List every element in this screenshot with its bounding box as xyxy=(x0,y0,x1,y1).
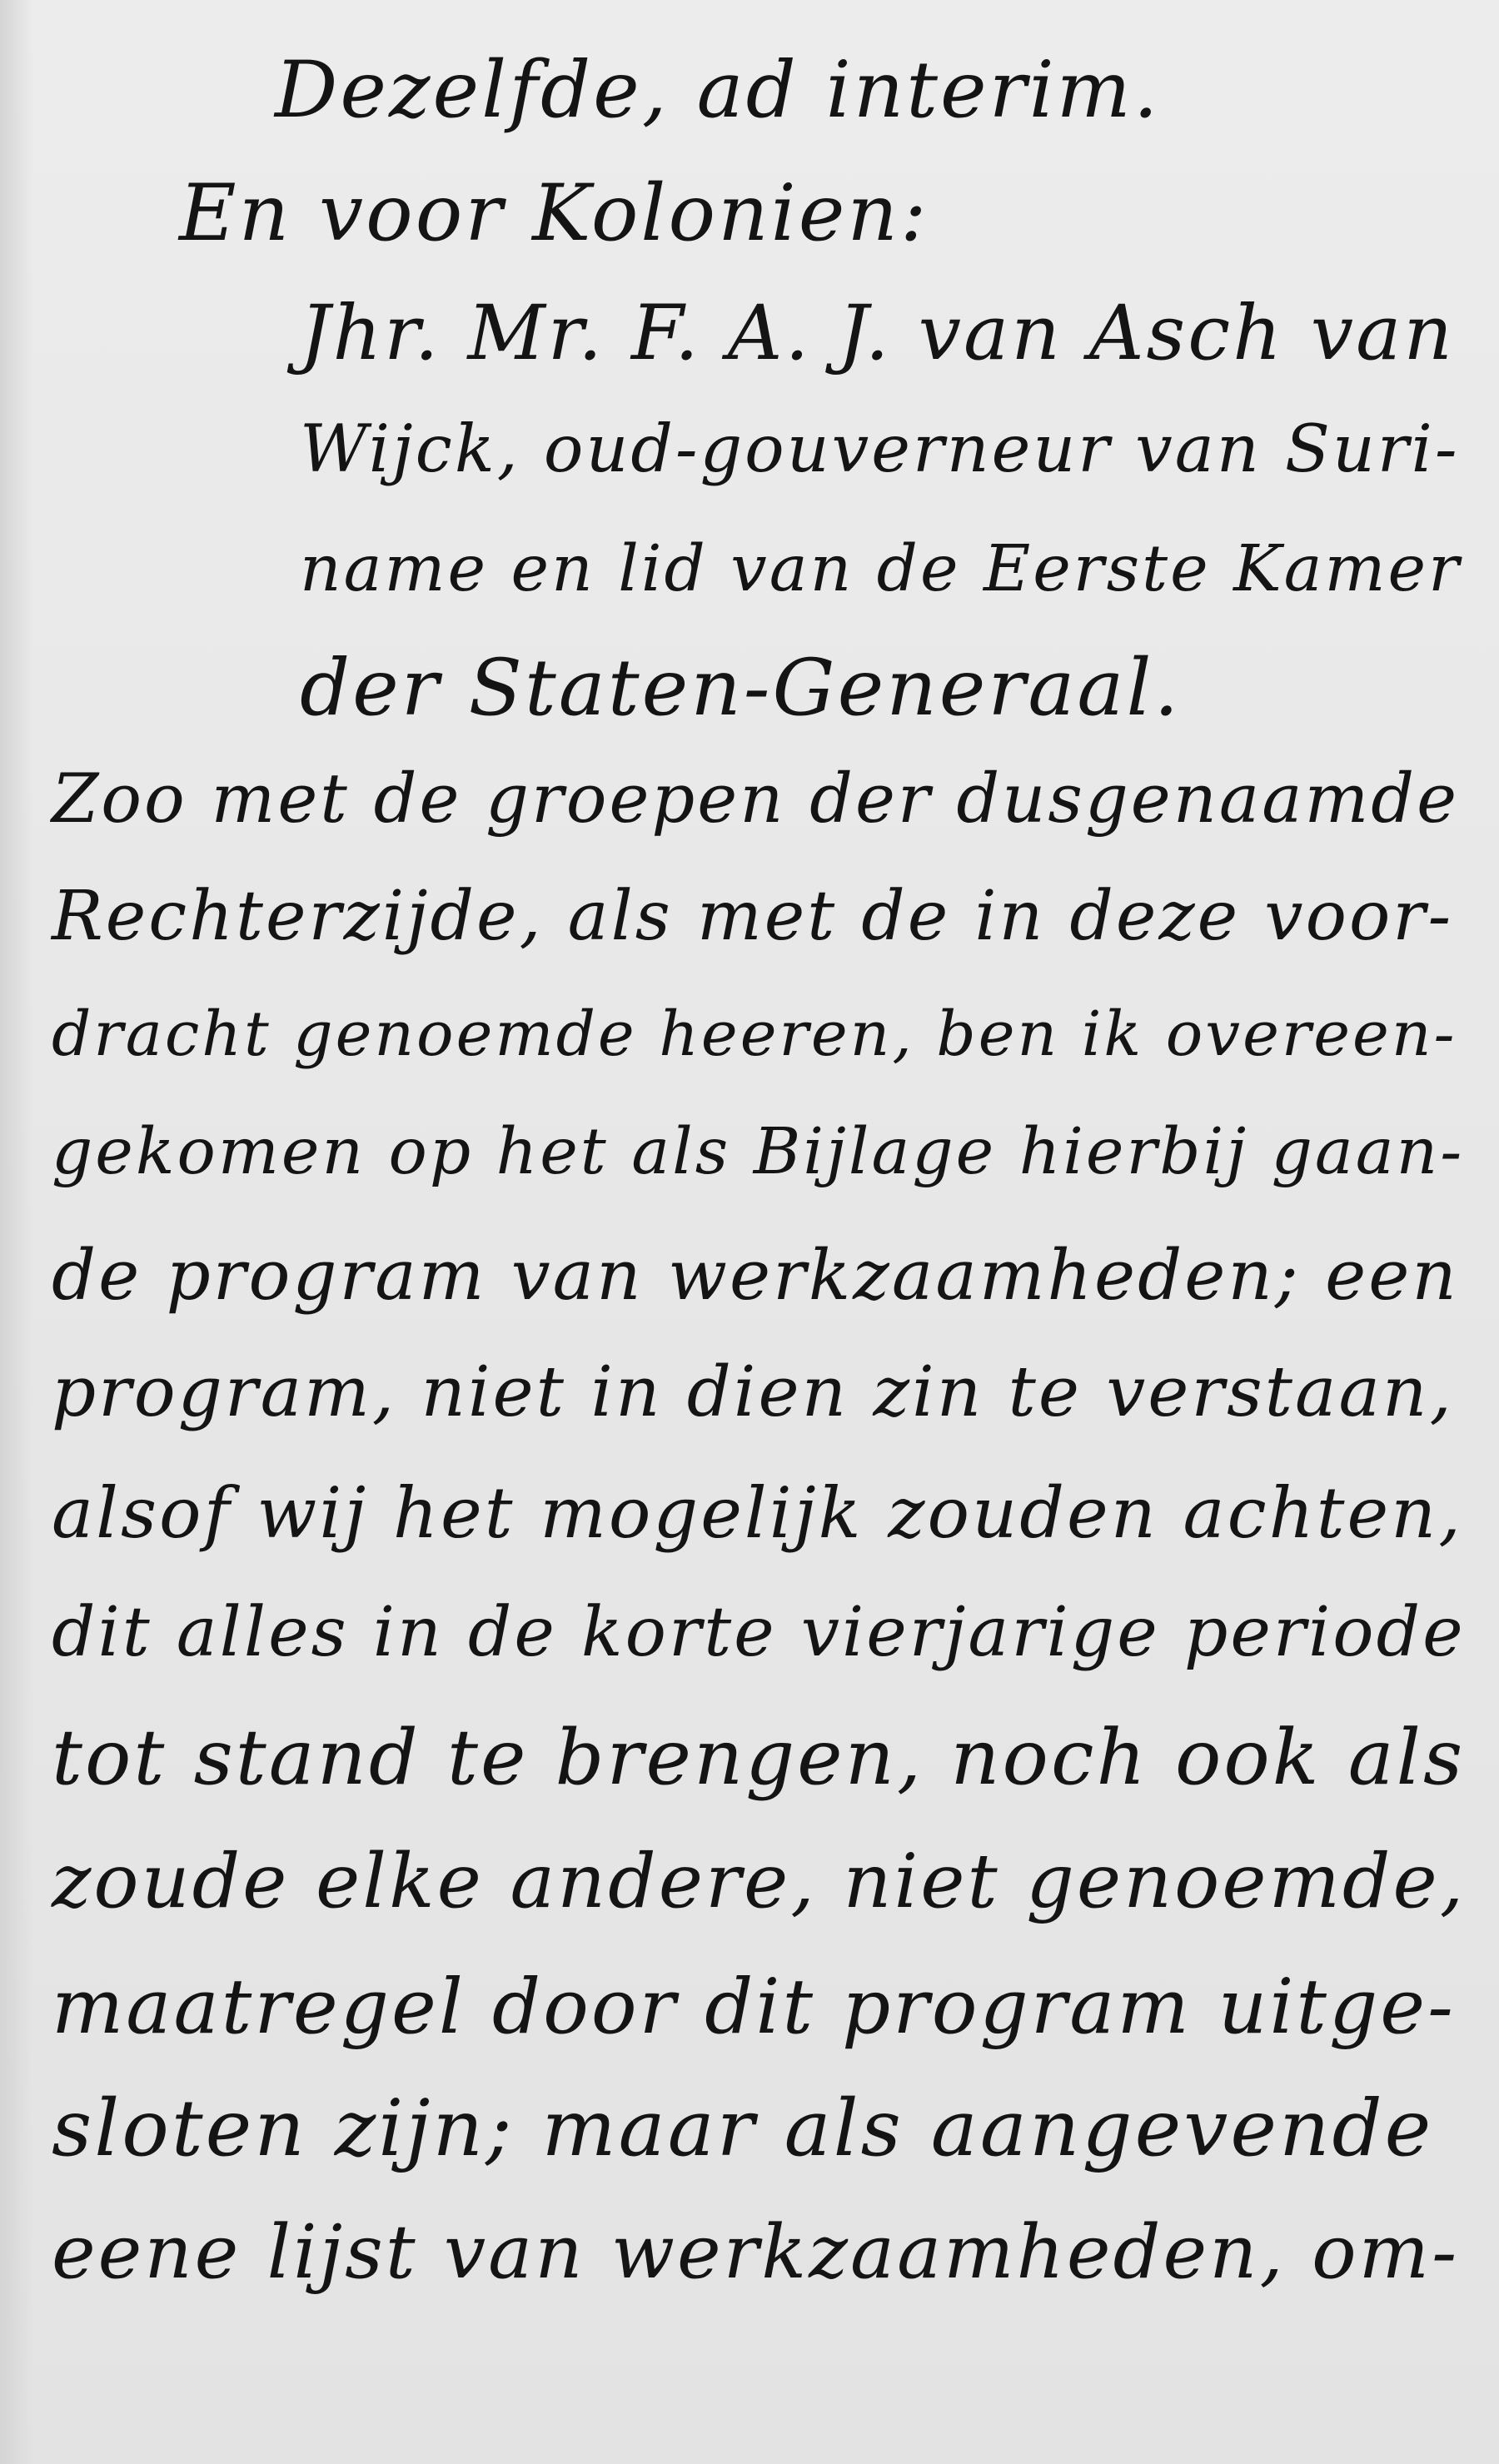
handwritten-line: sloten zijn; maar als aangevende xyxy=(52,2083,1434,2174)
handwritten-line: maatregel door dit program uitge- xyxy=(52,1964,1456,2051)
handwritten-line: Wijck, oud-gouverneur van Suri- xyxy=(300,411,1460,487)
handwritten-line: Rechterzijde, als met de in deze voor- xyxy=(52,877,1454,956)
handwritten-line: dit alles in de korte vierjarige periode xyxy=(52,1593,1466,1672)
handwritten-line: der Staten-Generaal. xyxy=(300,643,1182,734)
handwritten-line: alsof wij het mogelijk zouden achten, xyxy=(52,1472,1463,1554)
handwritten-line: program, niet in dien zin te verstaan, xyxy=(52,1351,1454,1432)
handwritten-line: En voor Kolonien: xyxy=(179,168,929,259)
handwritten-line: de program van werkzaamheden; een xyxy=(52,1235,1459,1316)
handwritten-line: Jhr. Mr. F. A. J. van Asch van xyxy=(300,290,1456,377)
handwritten-line: gekomen op het als Bijlage hierbij gaan- xyxy=(52,1115,1465,1189)
handwritten-line: tot stand te brengen, noch ook als xyxy=(52,1713,1466,1802)
handwritten-line: Dezelfde, ad interim. xyxy=(275,45,1161,136)
handwritten-line: name en lid van de Eerste Kamer xyxy=(300,532,1462,606)
handwritten-line: eene lijst van werkzaamheden, om- xyxy=(52,2208,1460,2295)
handwritten-line: Zoo met de groepen der dusgenaamde xyxy=(52,760,1460,839)
handwritten-line: dracht genoemde heeren, ben ik overeen- xyxy=(52,998,1457,1070)
handwritten-line: zoude elke andere, niet genoemde, xyxy=(52,1838,1467,1925)
